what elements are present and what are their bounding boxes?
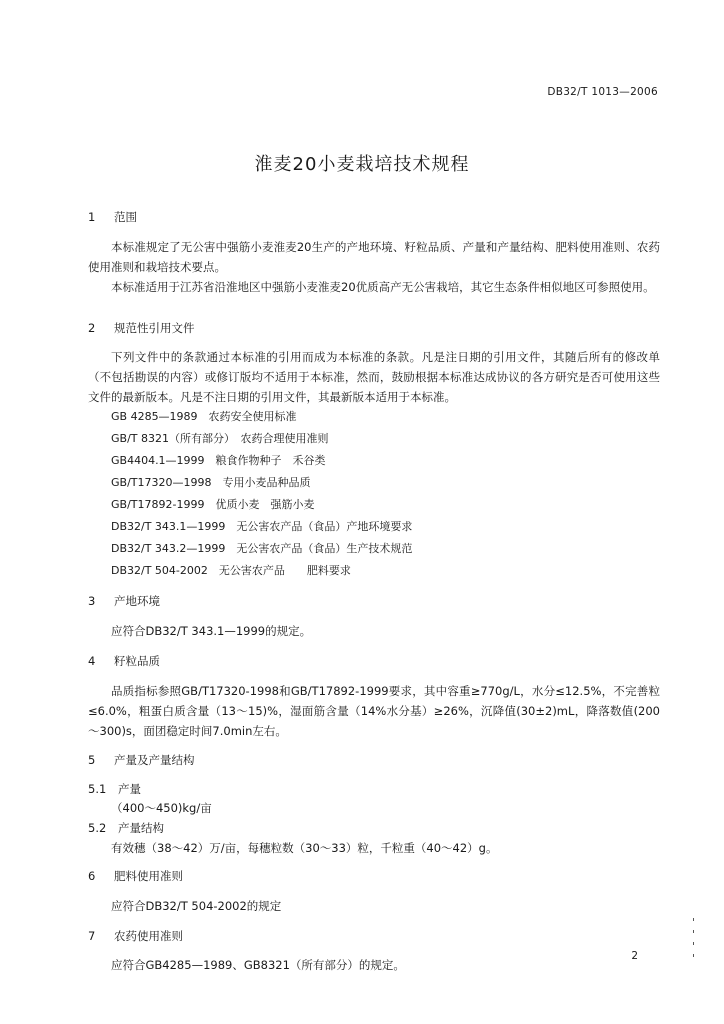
reference-item: GB/T 8321（所有部分） 农药合理使用准则 <box>111 432 329 445</box>
paragraph: 下列文件中的条款通过本标准的引用而成为本标准的条款。凡是注日期的引用文件，其随后所有的修改单（不包括勘误的内容）或修订版均不适用于本标准，然而，鼓励根据本标准达成协议的各方研究是否可使用这些文件的最新版本。凡是不注日期的引用文件，其最新版本适用于本标准。 <box>88 350 660 404</box>
subsection-5-1-heading <box>88 779 141 799</box>
section-number: 5 <box>88 753 96 767</box>
subsection-number: 5.1 <box>88 782 107 796</box>
section-title: 农药使用准则 <box>114 929 183 943</box>
section-number: 2 <box>88 321 96 335</box>
scan-mark <box>693 918 694 921</box>
section-1-body <box>88 237 660 297</box>
subsection-title: 产量 <box>118 782 141 796</box>
section-1-heading <box>88 207 137 227</box>
page-number: 2 <box>631 950 638 962</box>
section-title: 肥料使用准则 <box>114 869 183 883</box>
section-4-heading <box>88 651 160 671</box>
subsection-number: 5.2 <box>88 821 107 835</box>
section-title: 籽粒品质 <box>114 654 160 668</box>
section-title: 范围 <box>114 210 137 224</box>
section-number: 6 <box>88 869 96 883</box>
section-4-body <box>88 681 660 741</box>
section-title: 规范性引用文件 <box>114 321 195 335</box>
section-7-text: 应符合GB4285—1989、GB8321（所有部分）的规定。 <box>111 958 405 972</box>
paragraph: 品质指标参照GB/T17320-1998和GB/T17892-1999要求，其中容重≥770g/L，水分≤12.5%，不完善粒≤6.0%，粗蛋白质含量（13～15)%，湿面筋含量（14%水分基）≥26%，沉降值(30±2)mL，降落数值(200～300)s，面团稳定时间7.0min左右。 <box>88 684 660 738</box>
reference-item: GB 4285—1989 农药安全使用标准 <box>111 410 297 423</box>
section-2-body <box>88 347 660 407</box>
section-title: 产量及产量结构 <box>114 753 195 767</box>
reference-item: DB32/T 343.1—1999 无公害农产品（食品）产地环境要求 <box>111 520 413 533</box>
section-number: 7 <box>88 929 96 943</box>
section-6-heading <box>88 866 183 886</box>
document-title: 淮麦20小麦栽培技术规程 <box>254 154 470 175</box>
paragraph: 本标准适用于江苏省沿淮地区中强筋小麦淮麦20优质高产无公害栽培，其它生态条件相似地区可参照使用。 <box>111 280 655 294</box>
scan-mark <box>693 954 694 957</box>
section-3-heading <box>88 591 160 611</box>
standard-code: DB32/T 1013—2006 <box>547 86 658 98</box>
section-title: 产地环境 <box>114 594 160 608</box>
subsection-5-2-text: 有效穗（38～42）万/亩，每穗粒数（30～33）粒，千粒重（40～42）g。 <box>111 841 498 855</box>
reference-item: GB4404.1—1999 粮食作物种子 禾谷类 <box>111 454 326 467</box>
paragraph: 本标准规定了无公害中强筋小麦淮麦20生产的产地环境、籽粒品质、产量和产量结构、肥料使用准则、农药使用准则和栽培技术要点。 <box>88 240 660 274</box>
subsection-5-2-heading <box>88 818 164 838</box>
section-3-text: 应符合DB32/T 343.1—1999的规定。 <box>111 624 312 638</box>
reference-item: GB/T17320—1998 专用小麦品种品质 <box>111 476 311 489</box>
section-number: 3 <box>88 594 96 608</box>
reference-item: GB/T17892-1999 优质小麦 强筋小麦 <box>111 498 315 511</box>
section-6-text: 应符合DB32/T 504-2002的规定 <box>111 899 282 913</box>
section-number: 4 <box>88 654 96 668</box>
section-5-heading <box>88 750 195 770</box>
subsection-5-1-text: （400～450)kg/亩 <box>111 801 212 815</box>
reference-item: DB32/T 504-2002 无公害农产品 肥料要求 <box>111 564 351 577</box>
section-7-heading <box>88 926 183 946</box>
scan-mark <box>693 942 694 945</box>
subsection-title: 产量结构 <box>118 821 164 835</box>
reference-item: DB32/T 343.2—1999 无公害农产品（食品）生产技术规范 <box>111 542 413 555</box>
scan-mark <box>693 930 694 933</box>
section-2-heading <box>88 318 195 338</box>
section-number: 1 <box>88 210 96 224</box>
